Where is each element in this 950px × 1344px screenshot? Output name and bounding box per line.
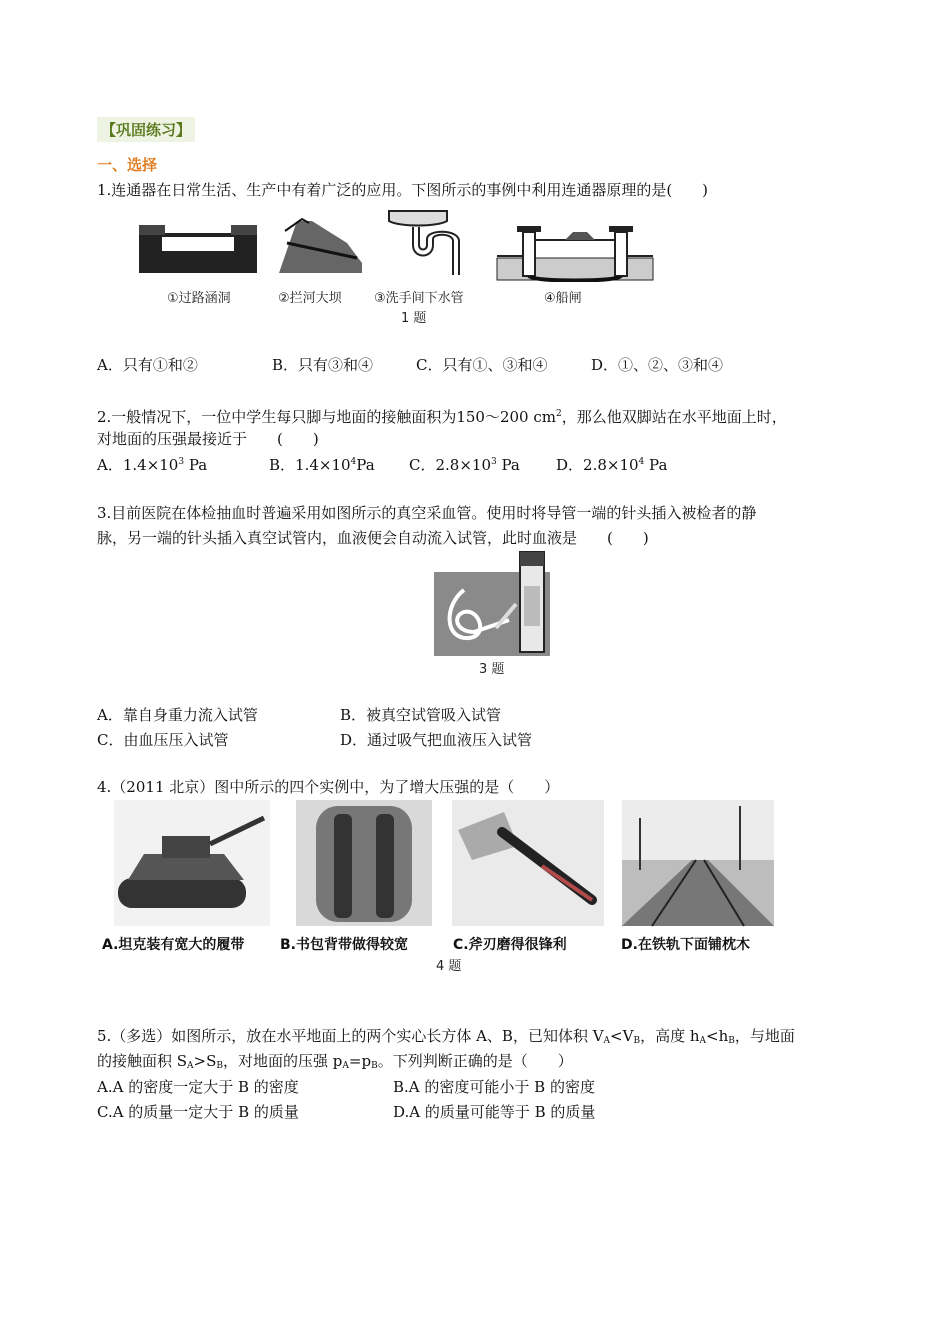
q4-label-b: B.书包背带做得较宽 [280, 937, 408, 953]
q4-label-c: C.斧刃磨得很锋利 [453, 937, 567, 953]
q2-option-c[interactable]: C．$2.8\times 10^3$ Pa [409, 456, 520, 474]
q1-stem: 1.连通器在日常生活、生产中有着广泛的应用。下图所示的事例中利用连通器原理的是( ) [97, 181, 709, 199]
q5-option-a[interactable]: A.A 的密度一定大于 B 的密度 [97, 1078, 299, 1096]
q1-figure [137, 203, 507, 306]
q1-option-a[interactable]: A．只有①和② [97, 356, 198, 374]
q1-option-d[interactable]: D．①、②、③和④ [591, 356, 724, 374]
railway-photo [622, 800, 774, 926]
section-title: 【巩固练习】 [97, 117, 195, 142]
q4-photos [114, 800, 774, 928]
q4-label-d: D.在铁轨下面铺枕木 [621, 937, 750, 953]
q3-figure-caption: 3 题 [479, 662, 505, 677]
q3-option-a[interactable]: A．靠自身重力流入试管 [97, 706, 258, 724]
q5-option-c[interactable]: C.A 的质量一定大于 B 的质量 [97, 1103, 299, 1121]
backpack-photo [296, 800, 432, 926]
q5-option-b[interactable]: B.A 的密度可能小于 B 的密度 [393, 1078, 595, 1096]
q2-stem-line2: 对地面的压强最接近于 ( ) [97, 430, 319, 448]
axe-photo [452, 800, 604, 926]
q2-option-b[interactable]: B．$1.4\times 10^4Pa$ [269, 456, 375, 474]
q3-option-c[interactable]: C．由血压压入试管 [97, 731, 229, 749]
q5-stem-line2: 的接触面积 $S_A>S_B$，对地面的压强 $p_A=p_B$。下列判断正确的是（ ） [97, 1052, 573, 1071]
q1-option-b[interactable]: B．只有③和④ [272, 356, 374, 374]
tank-photo [114, 800, 270, 926]
q1-label-3: ③洗手间下水管 [374, 291, 464, 306]
q1-figure-caption: 1 题 [401, 311, 427, 326]
q2-option-d[interactable]: D．$2.8\times 10^4$ Pa [556, 456, 668, 474]
q2-stem-line1: 2.一般情况下，一位中学生每只脚与地面的接触面积为150～200 $cm^2$，那么他双脚站在水平地面上时， [97, 408, 787, 426]
q1-option-c[interactable]: C．只有①、③和④ [416, 356, 548, 374]
subsection-title: 一、选择 [97, 156, 158, 174]
q3-figure [434, 550, 550, 656]
q2-option-a[interactable]: A．$1.4\times 10^3$ Pa [97, 456, 208, 474]
blood-collection-tube-image [434, 550, 550, 656]
q3-option-d[interactable]: D．通过吸气把血液压入试管 [340, 731, 533, 749]
q4-figure-row [114, 800, 774, 928]
q4-figure-caption: 4 题 [436, 959, 462, 974]
sink-drawing [389, 211, 459, 275]
q3-option-b[interactable]: B．被真空试管吸入试管 [340, 706, 502, 724]
q3-stem-line1: 3.目前医院在体检抽血时普遍采用如图所示的真空采血管。使用时将导管一端的针头插入被检者的静 [97, 504, 757, 522]
q1-label-2: ②拦河大坝 [278, 291, 342, 306]
q1-label-1: ①过路涵洞 [167, 291, 231, 306]
q4-stem: 4.（2011 北京）图中所示的四个实例中，为了增大压强的是（ ） [97, 778, 560, 796]
q1-figure-lock [495, 212, 655, 282]
q5-option-d[interactable]: D.A 的质量可能等于 B 的质量 [393, 1103, 596, 1121]
ship-lock-icon [495, 212, 655, 282]
q4-label-a: A.坦克装有宽大的履带 [102, 937, 245, 953]
culvert-drawing [139, 225, 257, 273]
q3-stem-line2: 脉，另一端的针头插入真空试管内，血液便会自动流入试管，此时血液是 ( ) [97, 529, 649, 547]
dam-drawing [279, 219, 362, 273]
q5-stem-line1: 5.（多选）如图所示，放在水平地面上的两个实心长方体 A、B，已知体积 $V_A<V_B$，高度 $h_A<h_B$，与地面 [97, 1027, 795, 1046]
q1-label-4: ④船闸 [544, 291, 582, 306]
